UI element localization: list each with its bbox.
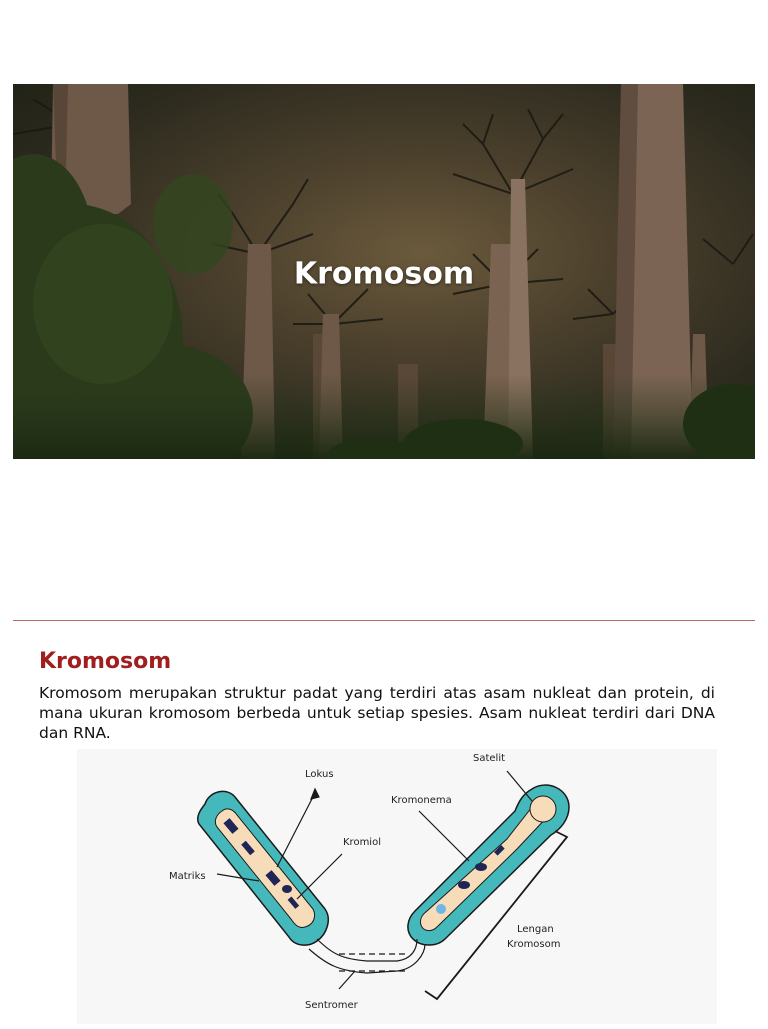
section-body: Kromosom merupakan struktur padat yang terdiri atas asam nukleat dan protein, di mana ukuran kromosom berbeda untuk setiap spesies. Asam nukleat terdiri dari DNA dan RNA. bbox=[39, 684, 715, 742]
content-slide bbox=[13, 621, 755, 1024]
kromonema-pointer bbox=[419, 811, 469, 861]
slide-title: Kromosom bbox=[293, 256, 475, 292]
label-lokus: Lokus bbox=[305, 769, 334, 780]
label-kromonema: Kromonema bbox=[391, 795, 452, 806]
satelit-pointer bbox=[507, 771, 532, 801]
label-sentromer: Sentromer bbox=[305, 1000, 358, 1011]
centromere-connector bbox=[309, 939, 425, 973]
label-kromiol: Kromiol bbox=[343, 837, 381, 848]
title-slide bbox=[13, 84, 755, 459]
sentromer-pointer bbox=[339, 971, 355, 989]
chromosome-diagram bbox=[77, 749, 717, 1024]
kromiol-pointer bbox=[297, 854, 342, 899]
chromosome-left-arm bbox=[198, 791, 329, 945]
label-matriks: Matriks bbox=[169, 871, 206, 882]
label-lengan: Lengan bbox=[517, 924, 554, 935]
lokus-pointer bbox=[277, 793, 315, 867]
label-kromosom: Kromosom bbox=[507, 939, 561, 950]
section-heading: Kromosom bbox=[39, 649, 172, 674]
label-satelit: Satelit bbox=[473, 753, 506, 764]
